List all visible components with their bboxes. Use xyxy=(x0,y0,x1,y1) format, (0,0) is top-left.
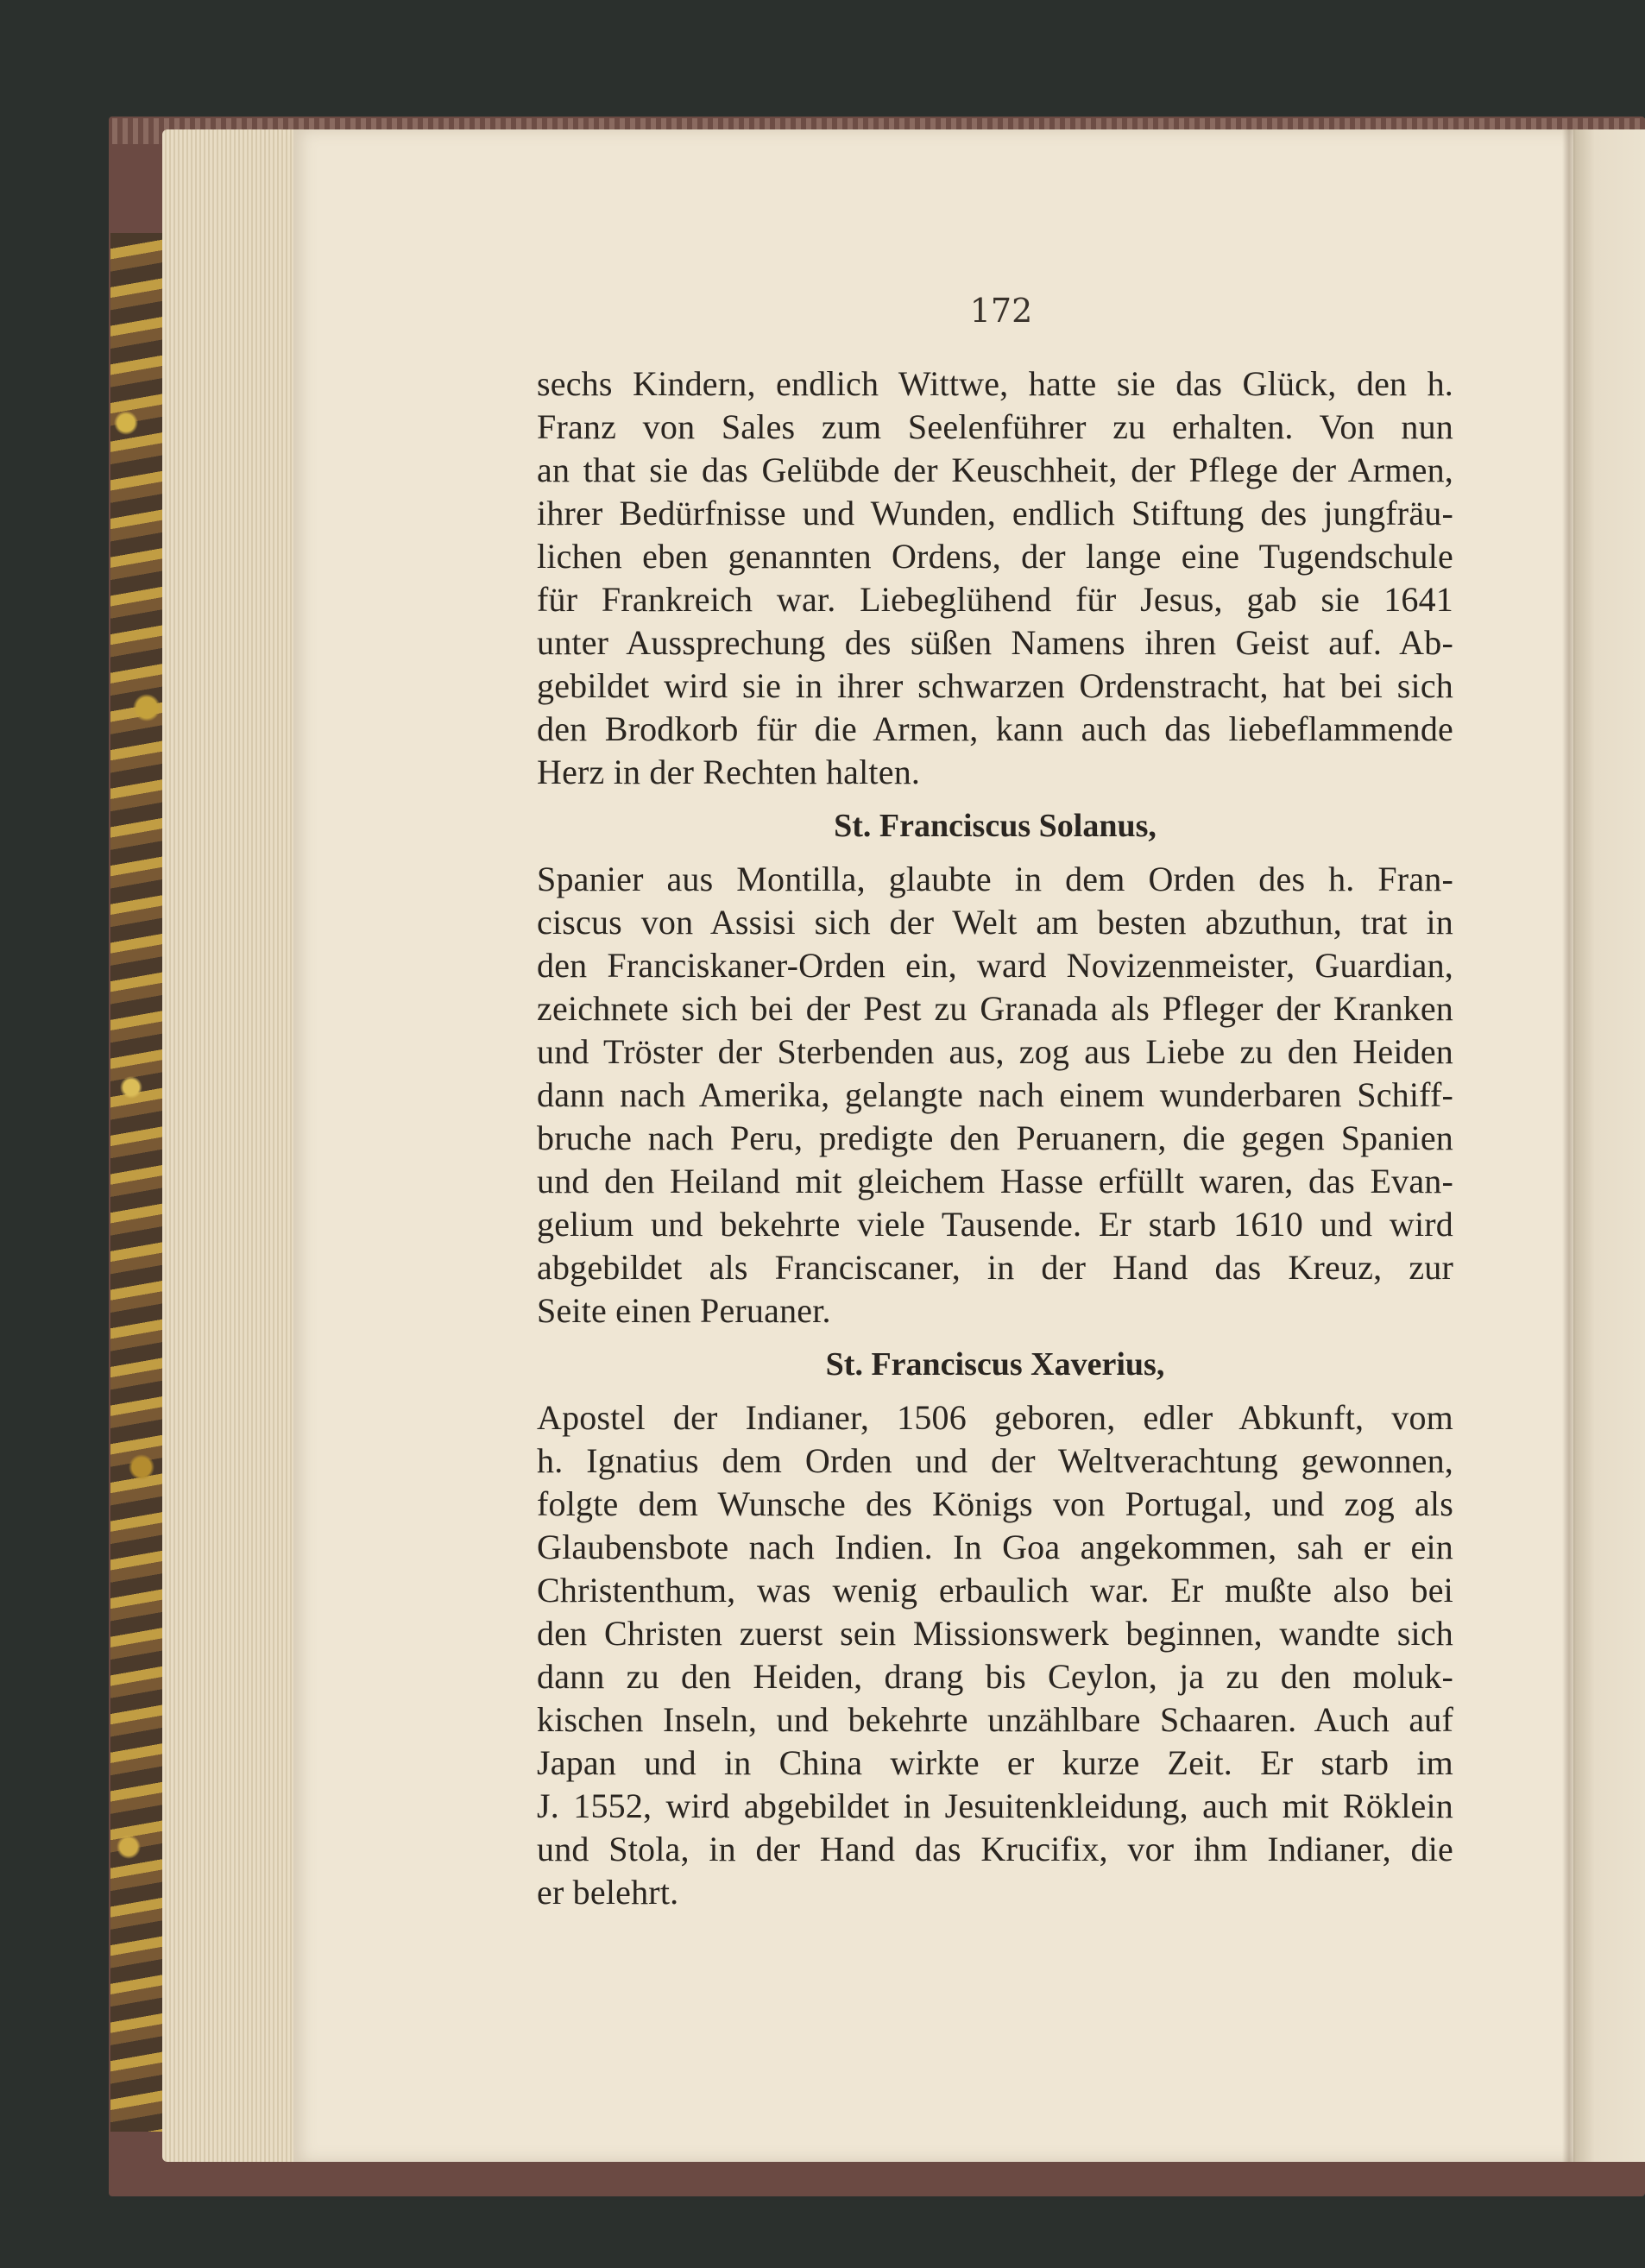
text-line: ihrer Bedürfnisse und Wunden, endlich Stiftung des jungfräu- xyxy=(537,494,1453,532)
text-line: Spanier aus Montilla, glaubte in dem Orden des h. Fran- xyxy=(537,860,1453,898)
text-line: Japan und in China wirkte er kurze Zeit. Er starb im xyxy=(537,1743,1453,1782)
text-line: dann zu den Heiden, drang bis Ceylon, ja zu den moluk- xyxy=(537,1657,1453,1696)
text-line: zeichnete sich bei der Pest zu Granada als Pfleger der Kranken xyxy=(537,989,1453,1028)
text-line: abgebildet als Franciscaner, in der Hand das Kreuz, zur xyxy=(537,1248,1453,1287)
text-line: bruche nach Peru, predigte den Peruanern, die gegen Spanien xyxy=(537,1118,1453,1157)
text-line: Seite einen Peruaner. xyxy=(537,1291,831,1330)
text-line: er belehrt. xyxy=(537,1873,679,1912)
page-stack-edge xyxy=(162,129,309,2162)
text-line: und Stola, in der Hand das Krucifix, vor ihm Indianer, die xyxy=(537,1830,1453,1868)
text-line: an that sie das Gelübde der Keuschheit, der Pflege der Armen, xyxy=(537,450,1453,489)
text-line: Herz in der Rechten halten. xyxy=(537,753,921,791)
text-line: den Brodkorb für die Armen, kann auch das liebeflammende xyxy=(537,709,1453,748)
text-line: sechs Kindern, endlich Wittwe, hatte sie das Glück, den h. xyxy=(537,364,1453,403)
heading-solanus: St. Franciscus Solanus, xyxy=(834,808,1157,844)
text-line: Glaubensbote nach Indien. In Goa angekommen, sah er ein xyxy=(537,1528,1453,1566)
text-line: gelium und bekehrte viele Tausende. Er starb 1610 und wird xyxy=(537,1205,1453,1244)
paragraph-xaverius xyxy=(537,1396,1453,1914)
paragraph-intro xyxy=(537,362,1453,794)
text-line: Apostel der Indianer, 1506 geboren, edler Abkunft, vom xyxy=(537,1398,1453,1437)
page-text xyxy=(537,362,1453,1914)
text-line: Franz von Sales zum Seelenführer zu erhalten. Von nun xyxy=(537,407,1453,446)
text-line: und den Heiland mit gleichem Hasse erfüllt waren, das Evan- xyxy=(537,1162,1453,1200)
text-line: und Tröster der Sterbenden aus, zog aus Liebe zu den Heiden xyxy=(537,1032,1453,1071)
text-line: kischen Inseln, und bekehrte unzählbare Schaaren. Auch auf xyxy=(537,1700,1453,1739)
text-line: dann nach Amerika, gelangte nach einem wunderbaren Schiff- xyxy=(537,1075,1453,1114)
page-number: 172 xyxy=(969,292,1033,330)
heading-xaverius: St. Franciscus Xaverius, xyxy=(825,1346,1165,1383)
text-line: J. 1552, wird abgebildet in Jesuitenkleidung, auch mit Röklein xyxy=(537,1786,1453,1825)
text-line: folgte dem Wunsche des Königs von Portugal, und zog als xyxy=(537,1484,1453,1523)
text-line: gebildet wird sie in ihrer schwarzen Ordenstracht, hat bei sich xyxy=(537,666,1453,705)
marbled-edge xyxy=(110,233,162,2132)
text-line: den Franciskaner-Orden ein, ward Novizenmeister, Guardian, xyxy=(537,946,1453,985)
text-line: Christenthum, was wenig erbaulich war. Er mußte also bei xyxy=(537,1571,1453,1610)
text-line: unter Aussprechung des süßen Namens ihren Geist auf. Ab- xyxy=(537,623,1453,662)
text-line: lichen eben genannten Ordens, der lange eine Tugendschule xyxy=(537,537,1453,576)
page-gutter xyxy=(1562,129,1576,2162)
paragraph-solanus xyxy=(537,858,1453,1332)
text-line: den Christen zuerst sein Missionswerk beginnen, wandte sich xyxy=(537,1614,1453,1653)
text-line: h. Ignatius dem Orden und der Weltverachtung gewonnen, xyxy=(537,1441,1453,1480)
text-line: ciscus von Assisi sich der Welt am besten abzuthun, trat in xyxy=(537,903,1453,942)
text-line: für Frankreich war. Liebeglühend für Jesus, gab sie 1641 xyxy=(537,580,1453,619)
facing-page-edge xyxy=(1573,129,1645,2162)
